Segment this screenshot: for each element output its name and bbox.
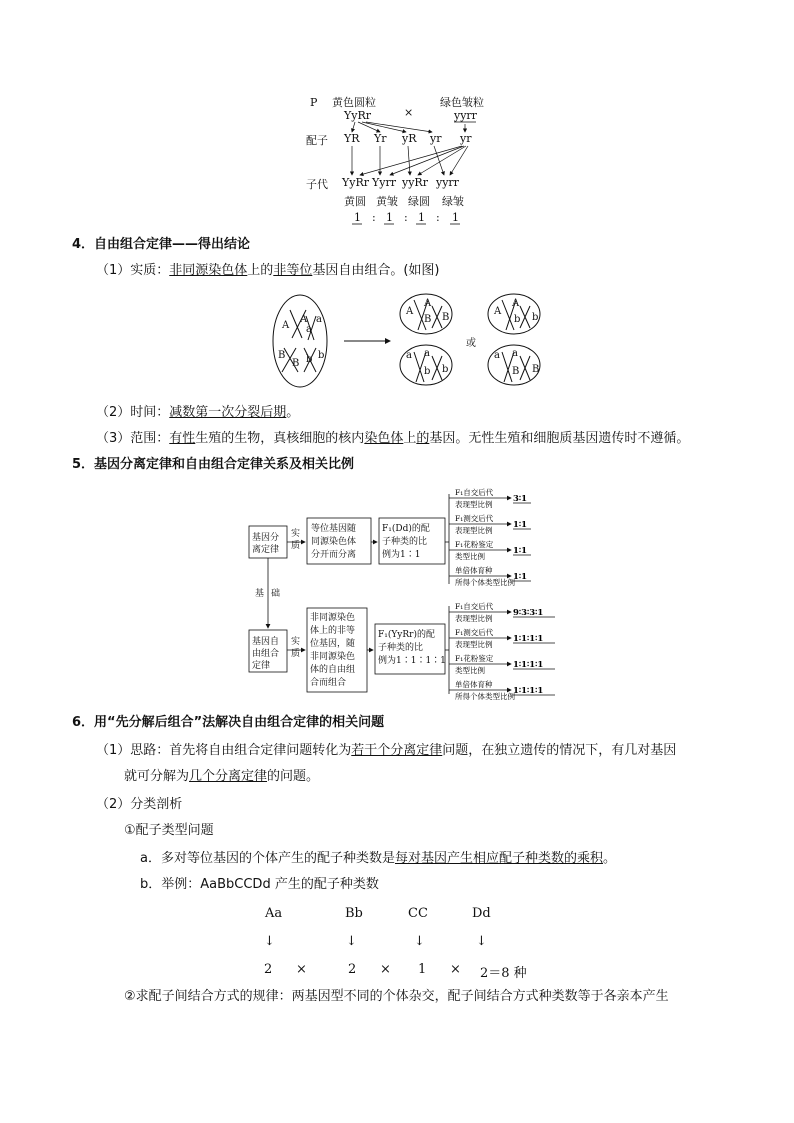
branch-label-below: 类型比例 <box>455 666 485 675</box>
s4-l3-pre: （3）范围： <box>96 431 170 446</box>
branch-label-above: 单倍体育种 <box>455 566 493 575</box>
offspring-2: Yyrr <box>372 176 396 189</box>
box-f1-dd-gametes: 子种类的比 <box>382 537 428 547</box>
pair-Aa: Aa <box>265 906 283 921</box>
label-essence: 实 <box>291 529 301 539</box>
parent1-phenotype: 黄色圆粒 <box>332 96 376 109</box>
phenotype-2: 黄皱 <box>376 195 398 208</box>
s6-l5-pre: a．多对等位基因的个体产生的配子种类数是 <box>140 851 395 866</box>
s4-l3-post: 基因。无性生殖和细胞质基因遗传时不遵循。 <box>429 431 690 446</box>
branch-label-below: 所得个体类型比例 <box>455 578 515 587</box>
s6-l2-u: 几个分离定律 <box>189 769 268 784</box>
s4-l3-m2: 上 <box>403 431 417 446</box>
pair-Bb: Bb <box>345 906 363 921</box>
s4-l2-u: 减数第一次分裂后期 <box>169 405 287 420</box>
s4-l3-u2: 染色体 <box>364 431 404 446</box>
offspring-3: yyRr <box>402 176 428 189</box>
s6-l5-u: 每对基因产生相应配子种类数的乘积 <box>394 851 603 866</box>
branch-label-below: 类型比例 <box>455 552 485 561</box>
s6-line-4: ①配子类型问题 <box>124 823 214 838</box>
down-arrow: ↓ <box>264 934 275 949</box>
allele-b: b <box>442 364 449 375</box>
label-essence: 质 <box>291 649 301 659</box>
ratio-4: 1 <box>452 211 459 224</box>
gamete-recessive: yr <box>460 132 472 145</box>
allele-A: A <box>282 320 290 331</box>
s4-l3-m1: 生殖的生物，真核细胞的核内 <box>195 431 365 446</box>
branch-ratio: 9∶3∶3∶1 <box>513 608 544 618</box>
s4-l2-pre: （2）时间： <box>96 405 170 420</box>
cross-p-label: P <box>310 96 318 109</box>
s4-l1-u1: 非同源染色体 <box>169 263 248 278</box>
offspring-1: YyRr <box>342 176 370 189</box>
branch-label-below: 表现型比例 <box>455 526 493 535</box>
allele-b: b <box>306 354 313 365</box>
branch-ratio: 1∶1∶1∶1 <box>513 634 544 644</box>
box-f1-dd-gametes: F₁(Dd)的配 <box>382 524 430 534</box>
s6-l2-pre: 就可分解为 <box>124 769 190 784</box>
branch-ratio: 1∶1∶1∶1 <box>513 686 544 696</box>
box-segregation-law: 基因分 <box>252 533 280 543</box>
parent1-genotype: YyRr <box>344 109 372 122</box>
ratio-colon-2: : <box>404 211 408 224</box>
box-independent-assortment: 由组合 <box>252 649 280 659</box>
allele-B: B <box>424 314 432 325</box>
box-segregation-law: 离定律 <box>252 545 280 555</box>
box-f1-dd-gametes: 例为1∶1 <box>382 550 421 560</box>
branch-ratio: 1∶1∶1∶1 <box>513 660 544 670</box>
allele-B: B <box>442 312 450 323</box>
count-2: 2 <box>348 962 357 977</box>
s4-l3-u1: 有性 <box>169 431 196 446</box>
s6-line-1 <box>96 742 676 760</box>
parent2-phenotype: 绿色皱粒 <box>440 96 484 109</box>
ratio-2: 1 <box>386 211 393 224</box>
box-f1-yyrr-gametes: 例为1∶1∶1∶1 <box>378 656 446 666</box>
s6-l1-u: 若干个分离定律 <box>351 743 443 758</box>
section-6-title: 6．用“先分解后组合”法解决自由组合定律的相关问题 <box>72 715 385 730</box>
allele-A: A <box>512 298 520 309</box>
branch-label-below: 表现型比例 <box>455 614 493 623</box>
s4-l1-u2: 非等位 <box>273 263 313 278</box>
box-independent-assortment: 定律 <box>252 661 271 671</box>
box-f1-yyrr-gametes: F₁(YyRr)的配 <box>378 630 435 640</box>
s4-l3-u3: 的 <box>416 431 430 446</box>
s4-l2-post: 。 <box>286 405 300 420</box>
down-arrow: ↓ <box>476 934 487 949</box>
branch-ratio: 3∶1 <box>513 494 528 504</box>
pair-Dd: Dd <box>472 906 491 921</box>
allele-A: A <box>424 298 432 309</box>
label-essence: 实 <box>291 637 301 647</box>
branch-ratio: 1∶1 <box>513 572 528 582</box>
box-nonhomologous: 合而组合 <box>310 678 347 688</box>
s6-l2-post: 的问题。 <box>267 769 320 784</box>
s4-l1-pre: （1）实质： <box>96 263 170 278</box>
branch-label-above: F₁测交后代 <box>455 514 494 523</box>
box-nonhomologous: 非同源染色 <box>310 652 356 662</box>
section-4-title: 4．自由组合定律——得出结论 <box>72 237 251 252</box>
count-1: 2 <box>264 962 273 977</box>
label-essence: 质 <box>291 541 301 551</box>
allele-A: A <box>300 314 308 325</box>
cross-diagram <box>300 92 500 228</box>
gamete-1: YR <box>344 132 360 145</box>
branch-label-above: F₁花粉鉴定 <box>455 654 494 663</box>
branch-label-above: F₁测交后代 <box>455 628 494 637</box>
branch-label-below: 表现型比例 <box>455 500 493 509</box>
allele-B: B <box>512 366 520 377</box>
allele-b: b <box>532 312 539 323</box>
ratio-colon-3: : <box>436 211 440 224</box>
branch-label-below: 所得个体类型比例 <box>455 692 515 701</box>
times-symbol: × <box>296 962 307 977</box>
s4-l1-mid: 上的 <box>247 263 274 278</box>
s6-l1-post: 问题，在独立遗传的情况下，有几对基因 <box>442 743 677 758</box>
box-f1-yyrr-gametes: 子种类的比 <box>378 643 424 653</box>
count-3: 1 <box>418 962 427 977</box>
allele-b: b <box>424 366 431 377</box>
s6-l5-post: 。 <box>602 851 616 866</box>
box-allele-separation: 分开而分离 <box>311 550 357 560</box>
allele-A: A <box>494 306 502 317</box>
allele-a: a <box>512 348 518 359</box>
phenotype-1: 黄圆 <box>344 195 366 208</box>
allele-B: B <box>278 350 286 361</box>
or-label: 或 <box>466 338 476 349</box>
s6-line-3: （2）分类剖析 <box>96 797 183 812</box>
s4-line-1 <box>96 262 439 280</box>
chromosome-diagram <box>270 292 550 392</box>
ratio-colon-1: : <box>372 211 376 224</box>
section-5-title: 5．基因分离定律和自由组合定律关系及相关比例 <box>72 457 355 472</box>
branch-label-above: F₁花粉鉴定 <box>455 540 494 549</box>
box-allele-separation: 等位基因随 <box>311 524 357 534</box>
branch-label-above: 单倍体育种 <box>455 680 493 689</box>
times-symbol: × <box>450 962 461 977</box>
box-allele-separation: 同源染色体 <box>311 537 357 547</box>
box-nonhomologous: 非同源染色 <box>310 613 356 623</box>
allele-A: A <box>406 306 414 317</box>
s4-l1-post: 基因自由组合。(如图) <box>312 263 440 278</box>
label-foundation: 础 <box>271 589 281 599</box>
s6-l1-pre: （1）思路：首先将自由组合定律问题转化为 <box>96 743 352 758</box>
branch-label-below: 表现型比例 <box>455 640 493 649</box>
s6-line-6: b．举例：AaBbCCDd 产生的配子种类数 <box>140 877 379 892</box>
box-nonhomologous: 体上的非等 <box>310 626 356 636</box>
branch-label-above: F₁自交后代 <box>455 488 494 497</box>
bottom-branches <box>449 601 555 701</box>
box-independent-assortment: 基因自 <box>252 637 280 647</box>
box-nonhomologous: 体的自由组 <box>310 665 356 675</box>
gamete-4: yr <box>430 132 442 145</box>
allele-a: a <box>316 314 322 325</box>
ratio-1: 1 <box>354 211 361 224</box>
allele-b: b <box>514 314 521 325</box>
branch-ratio: 1∶1 <box>513 546 528 556</box>
down-arrow: ↓ <box>414 934 425 949</box>
box-nonhomologous: 位基因，随 <box>310 639 356 649</box>
gamete-2: Yr <box>374 132 387 145</box>
branch-ratio: 1∶1 <box>513 520 528 530</box>
allele-B: B <box>532 364 540 375</box>
allele-a: a <box>424 348 430 359</box>
allele-a: a <box>306 324 312 335</box>
s6-line-7: ②求配子间结合方式的规律：两基因型不同的个体杂交，配子间结合方式种类数等于各亲本产生 <box>124 989 669 1004</box>
s6-line-2 <box>124 768 319 786</box>
allele-a: a <box>494 350 500 361</box>
gamete-3: yR <box>402 132 417 145</box>
offspring-row-label: 子代 <box>306 178 328 191</box>
relation-diagram <box>245 484 555 706</box>
allele-B: B <box>292 358 300 369</box>
allele-a: a <box>406 350 412 361</box>
label-foundation: 基 <box>255 589 265 599</box>
ratio-3: 1 <box>418 211 425 224</box>
down-arrow: ↓ <box>346 934 357 949</box>
pair-CC: CC <box>408 906 428 921</box>
count-total: 2＝8 种 <box>480 966 527 981</box>
gamete-row-label: 配子 <box>306 134 328 147</box>
phenotype-3: 绿圆 <box>408 195 430 208</box>
s4-line-2 <box>96 404 299 422</box>
top-branches <box>449 487 531 587</box>
times-symbol: × <box>380 962 391 977</box>
branch-label-above: F₁自交后代 <box>455 602 494 611</box>
offspring-4: yyrr <box>436 176 459 189</box>
s4-line-3 <box>96 430 689 448</box>
parent2-genotype: yyrr <box>454 109 477 122</box>
allele-b: b <box>318 350 325 361</box>
cross-times-symbol: × <box>404 106 414 119</box>
phenotype-4: 绿皱 <box>442 195 464 208</box>
s6-line-5 <box>140 850 616 868</box>
